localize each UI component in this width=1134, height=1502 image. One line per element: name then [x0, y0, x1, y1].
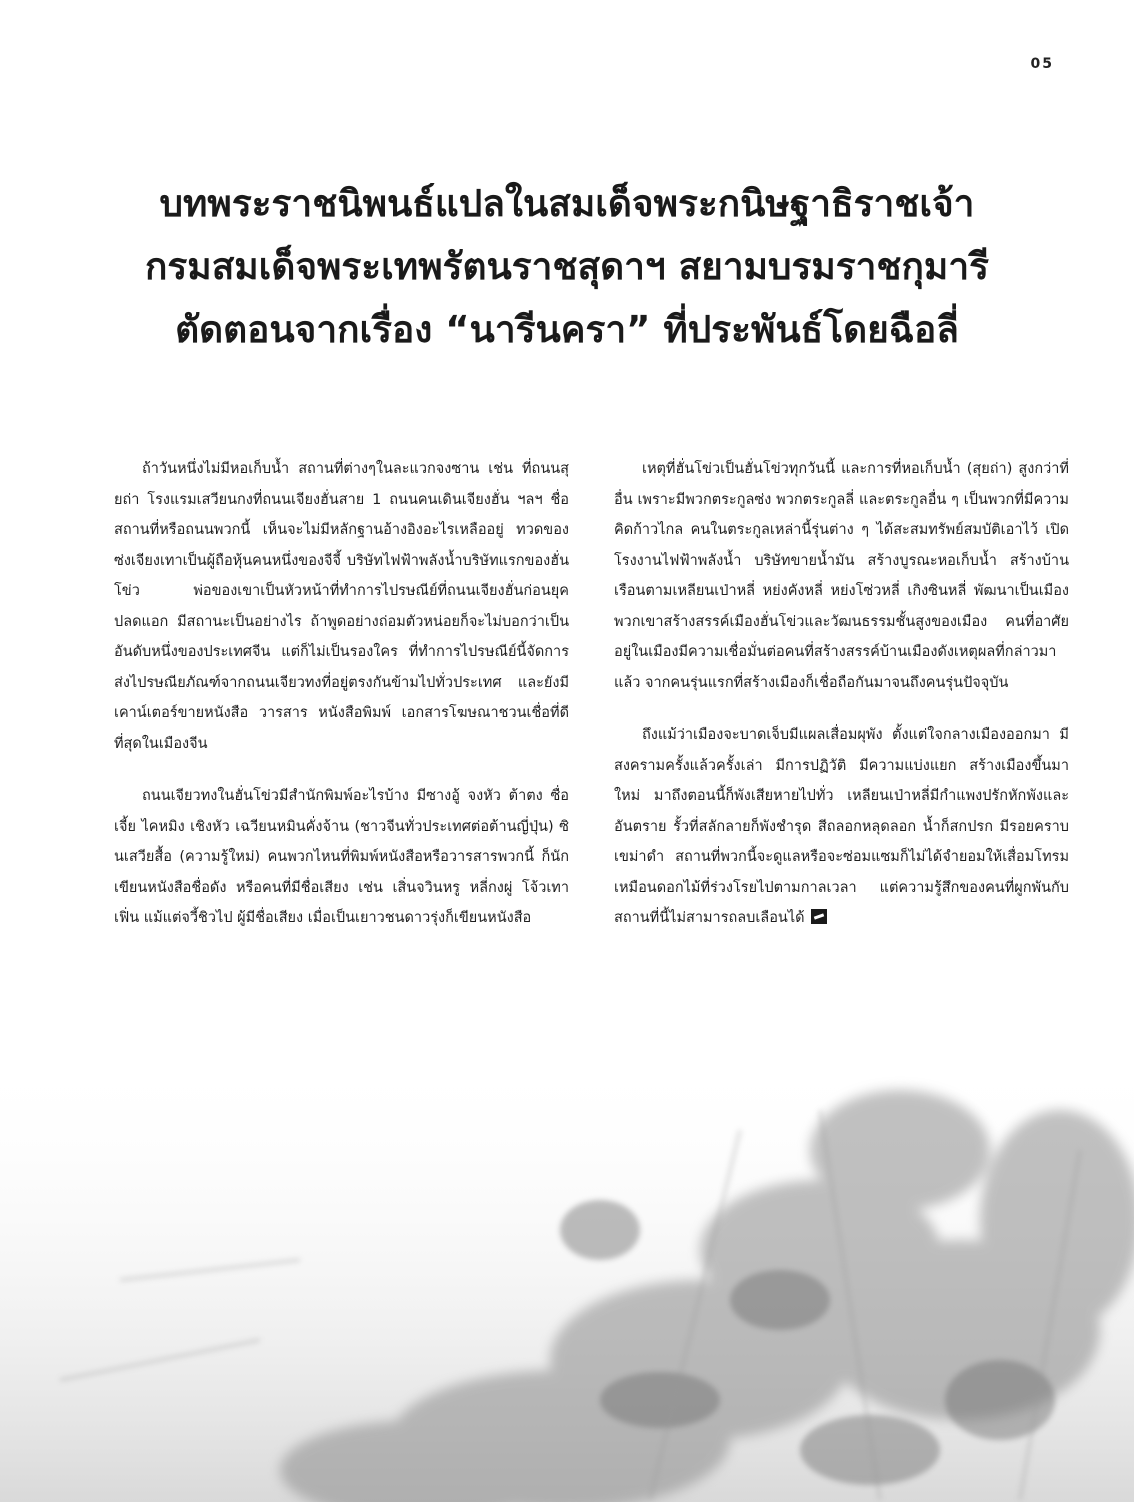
title-line-2: กรมสมเด็จพระเทพรัตนราชสุดาฯ สยามบรมราชกุมารี: [145, 245, 989, 288]
end-of-article-icon: [811, 909, 827, 924]
article-title: [80, 172, 1054, 361]
page-number: 05: [1030, 56, 1054, 72]
title-line-3: ตัดตอนจากเรื่อง “นารีนครา” ที่ประพันธ์โดยฉือลี่: [175, 308, 959, 351]
left-column: [114, 454, 569, 956]
title-line-1: บทพระราชนิพนธ์แปลในสมเด็จพระกนิษฐาธิราชเจ้า: [159, 182, 975, 225]
right-paragraph-1: เหตุที่ฮั่นโข่วเป็นฮั่นโข่วทุกวันนี้ และการที่หอเก็บน้ำ (สุยถ่า) สูงกว่าที่อื่น เพราะมีพวกตระกูลซ่ง พวกตระกูลลี่ และตระกูลอื่น ๆ เป็นพวกที่มีความคิดก้าวไกล คนในตระกูลเหล่านี้รุ่นต่าง ๆ ได้สะสมทรัพย์สมบัติเอาไว้ เปิดโรงงานไฟฟ้าพลังน้ำ บริษัทขายน้ำมัน สร้างบูรณะหอเก็บน้ำ สร้างบ้านเรือนตามเหลียนเป่าหลี่ หย่งคังหลี่ หย่งโซ่วหลี่ เกิงซินหลี่ พัฒนาเป็นเมือง พวกเขาสร้างสรรค์เมืองฮั่นโข่วและวัฒนธรรมชั้นสูงของเมือง คนที่อาศัยอยู่ในเมืองมีความเชื่อมั่นต่อคนที่สร้างสรรค์บ้านเมืองดังเหตุผลที่กล่าวมาแล้ว จากคนรุ่นแรกที่สร้างเมืองก็เชื่อถือกันมาจนถึงคนรุ่นปัจจุบัน: [614, 461, 1069, 691]
right-paragraph-2: ถึงแม้ว่าเมืองจะบาดเจ็บมีแผลเสื่อมผุพัง ตั้งแต่ใจกลางเมืองออกมา มีสงครามครั้งแล้วครั้งเล่า มีการปฏิวัติ มีความแบ่งแยก สร้างเมืองขึ้นมาใหม่ มาถึงตอนนี้ก็พังเสียหายไปทั่ว เหลียนเป่าหลี่มีกำแพงปรักหักพังและอันตราย รั้วที่สลักลายก็พังชำรุด สีถลอกหลุดลอก น้ำก็สกปรก มีรอยคราบเขม่าดำ สถานที่พวกนี้จะดูแลหรือจะซ่อมแซมก็ไม่ได้จำยอมให้เสื่อมโทรมเหมือนดอกไม้ที่ร่วงโรยไปตามกาลเวลา แต่ความรู้สึกของคนที่ผูกพันกับสถานที่นี้ไม่สามารถลบเลือนได้: [614, 727, 1069, 926]
right-paragraph-2-wrap: [614, 720, 1069, 934]
right-column: [614, 454, 1069, 956]
left-paragraph-1: ถ้าวันหนึ่งไม่มีหอเก็บน้ำ สถานที่ต่างๆในละแวกจงซาน เช่น ที่ถนนสุยถ่า โรงแรมเสวียนกงที่ถนนเจียงฮั่นสาย 1 ถนนคนเดินเจียงฮั่น ฯลฯ ชื่อสถานที่หรือถนนพวกนี้ เห็นจะไม่มีหลักฐานอ้างอิงอะไรเหลืออยู่ ทวดของซ่งเจียงเทาเป็นผู้ถือหุ้นคนหนึ่งของจีจี้ บริษัทไฟฟ้าพลังน้ำบริษัทแรกของฮั่นโข่ว พ่อของเขาเป็นหัวหน้าที่ทำการไปรษณีย์ที่ถนนเจียงฮั่นก่อนยุคปลดแอก มีสถานะเป็นอย่างไร ถ้าพูดอย่างถ่อมตัวหน่อยก็จะไม่บอกว่าเป็นอันดับหนึ่งของประเทศจีน แต่ก็ไม่เป็นรองใคร ที่ทำการไปรษณีย์นี้จัดการส่งไปรษณียภัณฑ์จากถนนเจียวทงที่อยู่ตรงกันข้ามไปทั่วประเทศ และยังมีเคาน์เตอร์ขายหนังสือ วารสาร หนังสือพิมพ์ เอกสารโฆษณาชวนเชื่อที่ดีที่สุดในเมืองจีน: [114, 461, 569, 752]
left-paragraph-2: ถนนเจียวทงในฮั่นโข่วมีสำนักพิมพ์อะไรบ้าง มีซางอู้ จงหัว ต้าตง ซื่อเจี้ย ไคหมิง เชิงหัว เฉวียนหมินคั่งจ้าน (ชาวจีนทั่วประเทศต่อต้านญี่ปุ่น) ซินเสวียสื้อ (ความรู้ใหม่) คนพวกไหนที่พิมพ์หนังสือหรือวารสารพวกนี้ ก็นักเขียนหนังสือชื่อดัง หรือคนที่มีชื่อเสียง เช่น เสิ่นจวินหรู หลี่กงผู่ โจ้วเทาเฟิ่น แม้แต่จวี้ชิวไป ผู้มีชื่อเสียง เมื่อเป็นเยาวชนดาวรุ่งก็เขียนหนังสือ: [114, 788, 569, 926]
